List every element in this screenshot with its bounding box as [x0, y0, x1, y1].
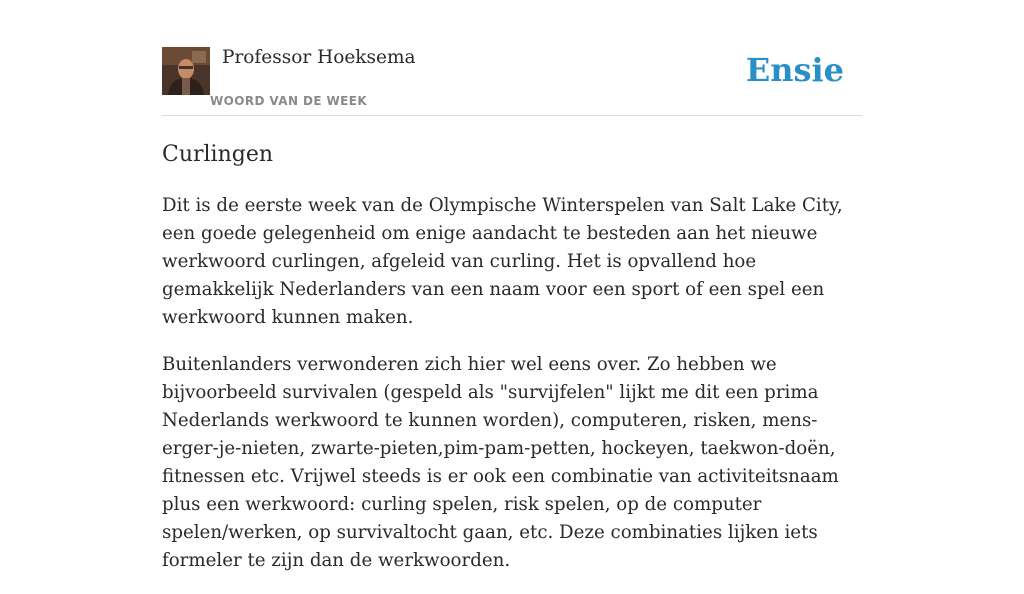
article-paragraph: Dit is de eerste week van de Olympische Winterspelen van Salt Lake City, een goede gelegenheid om enige aandacht te besteden aan het nieuwe werkwoord curlingen, afgeleid van curling. Het is opvallend hoe gemakkelijk Nederlanders van een naam voor een sport of een spel een werkwoord kunnen maken. [162, 195, 843, 328]
article-card [162, 0, 862, 571]
brand-logo[interactable]: Ensie [745, 51, 844, 89]
article-header [162, 0, 862, 116]
article-paragraph: Buitenlanders verwonderen zich hier wel eens over. Zo hebben we bijvoorbeeld survivalen (gespeld als "survijfelen" lijkt me dit een prima Nederlands werkwoord te kunnen worden), computeren, risken, mens-erger-je-nieten, zwarte-pieten,pim-pam-petten, hockeyen, taekwon-doën, fitnessen etc. Vrijwel steeds is er ook een combinatie van activiteitsnaam plus een werkwoord: curling spelen, risk spelen, op de computer spelen/werken, op survivaltocht gaan, etc. Deze combinaties lijken iets formeler te zijn dan de werkwoorden. [162, 354, 839, 571]
author-avatar[interactable] [162, 47, 210, 95]
author-name[interactable]: Professor Hoeksema [222, 47, 416, 68]
article-title: Curlingen [162, 142, 274, 167]
avatar-photo [162, 47, 210, 95]
section-label[interactable]: WOORD VAN DE WEEK [210, 94, 368, 108]
article-body [162, 192, 862, 594]
